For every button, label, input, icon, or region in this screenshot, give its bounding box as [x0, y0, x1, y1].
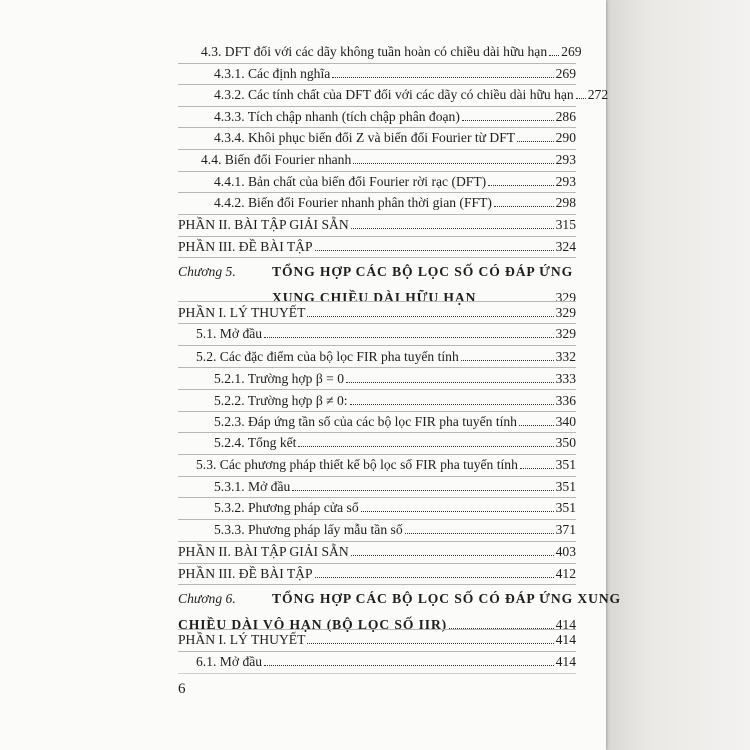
- toc-entry: 5.2.2. Trường hợp β ≠ 0: 336: [214, 393, 576, 408]
- toc-entry: 5.3.3. Phương pháp lấy mẫu tần số 371: [214, 522, 576, 537]
- page-number: 6: [178, 681, 186, 697]
- toc-entry: PHẦN III. ĐỀ BÀI TẬP 412: [178, 566, 576, 581]
- chapter-5-heading: Chương 5. TỔNG HỢP CÁC BỘ LỌC SỐ CÓ ĐÁP ỨNG XUNG CHIỀU DÀI HỮU HẠN 329: [178, 264, 576, 305]
- toc-entry: 5.2.3. Đáp ứng tần số của các bộ lọc FIR pha tuyến tính 340: [214, 414, 576, 429]
- toc-entry: 5.2.4. Tổng kết 350: [214, 435, 576, 450]
- toc-entry: PHẦN I. LÝ THUYẾT 329: [178, 305, 576, 320]
- toc-entry: 5.3. Các phương pháp thiết kế bộ lọc số FIR pha tuyến tính 351: [196, 457, 576, 472]
- toc-entry: 4.3. DFT đối với các dãy không tuần hoàn có chiều dài hữu hạn 269: [201, 44, 582, 59]
- toc-entry: 5.1. Mở đầu 329: [196, 326, 576, 341]
- toc-entry: 4.3.3. Tích chập nhanh (tích chập phân đoạn) 286: [214, 109, 576, 124]
- toc-entry: 6.1. Mở đầu 414: [196, 654, 576, 669]
- chapter-6-heading: Chương 6. TỔNG HỢP CÁC BỘ LỌC SỐ CÓ ĐÁP ỨNG XUNG CHIỀU DÀI VÔ HẠN (BỘ LỌC SỐ IIR) 414: [178, 591, 622, 632]
- toc-entry: 4.3.2. Các tính chất của DFT đối với các dãy có chiều dài hữu hạn 272: [214, 87, 609, 102]
- toc-entry: 4.4.1. Bản chất của biến đổi Fourier rời rạc (DFT) 293: [214, 174, 576, 189]
- toc-entry: 4.4.2. Biến đổi Fourier nhanh phân thời gian (FFT) 298: [214, 195, 576, 210]
- toc-entry: 4.3.4. Khôi phục biến đổi Z và biến đổi Fourier từ DFT 290: [214, 130, 576, 145]
- book-spine: [606, 0, 750, 750]
- toc-entry: PHẦN I. LÝ THUYẾT 414: [178, 632, 576, 647]
- toc-entry: PHẦN II. BÀI TẬP GIẢI SẴN 403: [178, 544, 576, 559]
- toc-entry: PHẦN III. ĐỀ BÀI TẬP 324: [178, 239, 576, 254]
- toc-entry: 5.3.2. Phương pháp cửa sổ 351: [214, 500, 576, 515]
- toc-entry: 5.3.1. Mở đầu 351: [214, 479, 576, 494]
- toc-entry: PHẦN II. BÀI TẬP GIẢI SẴN 315: [178, 217, 576, 232]
- toc-entry: 5.2. Các đặc điểm của bộ lọc FIR pha tuyến tính 332: [196, 349, 576, 364]
- toc-entry: 4.4. Biến đổi Fourier nhanh 293: [201, 152, 576, 167]
- toc-entry: 5.2.1. Trường hợp β = 0 333: [214, 371, 576, 386]
- toc-entry: 4.3.1. Các định nghĩa 269: [214, 66, 576, 81]
